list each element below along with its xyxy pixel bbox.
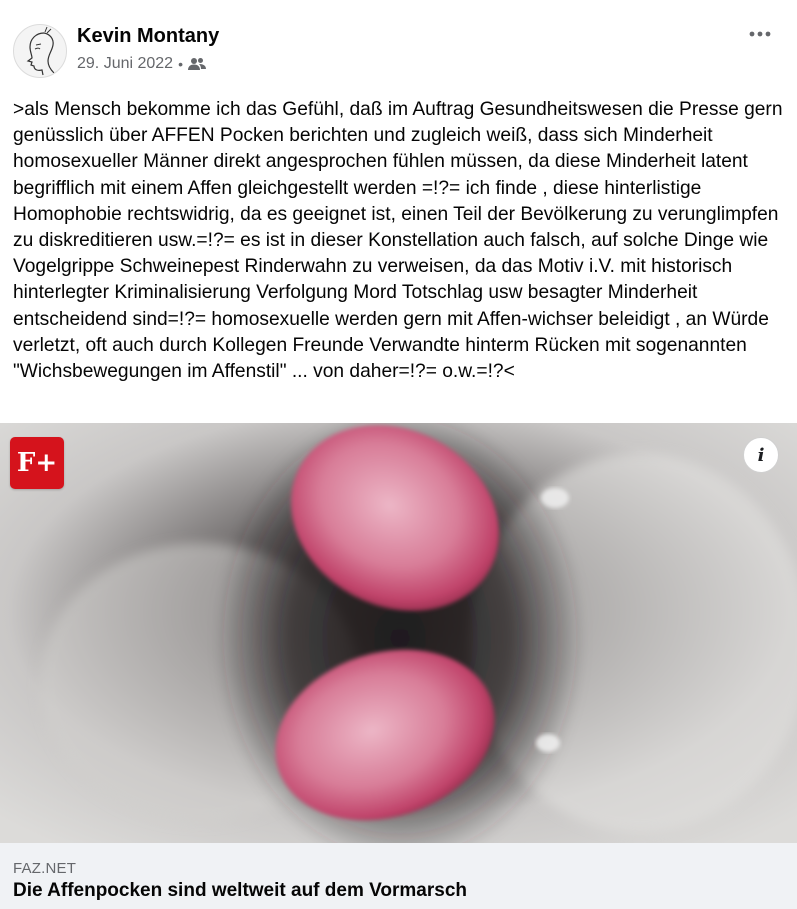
meta-separator: • (178, 56, 183, 72)
post-text: >als Mensch bekomme ich das Gefühl, daß im Auftrag Gesundheitswesen die Presse gern genüsslich über AFFEN Pocken berichten und zugleich weiß, dass sich Minderheit homosexueller Männer direkt angesprochen fühlen müssen, da diese Minderheit latent begrifflich mit einem Affen gleichgestellt werden =!?= ich finde , diese hinterlistige Homophobie rechtswidrig, da es geeignet ist, einen Teil der Bevölkerung zu verunglimpfen zu diskreditieren usw.=!?= es ist in dieser Konstellation auch falsch, auf solche Dinge wie Vogelgrippe Schweinepest Rinderwahn zu verweisen, da das Motiv i.V. mit historisch hinterlegter Kriminalisierung Verfolgung Mord Totschlag usw besagter Minderheit entscheidend sind=!?= homosexuelle werden gern mit Affen-wichser beleidigt , an Würde verletzt, oft auch durch Kollegen Freunde Verwandte hinterm Rücken mit sogenannten "Wichsbewegungen im Affenstil" ... von daher=!?= o.w.=!?< (13, 99, 783, 383)
friends-icon (188, 57, 206, 71)
post-meta (77, 54, 206, 74)
link-preview-image[interactable] (0, 423, 797, 843)
post-header (0, 0, 797, 90)
link-domain: FAZ.NET (13, 860, 77, 877)
author-name[interactable]: Kevin Montany (77, 25, 220, 47)
virus-micrograph-image (0, 423, 797, 843)
more-options-icon (749, 31, 771, 37)
avatar-sketch-icon (14, 25, 66, 77)
avatar[interactable] (13, 24, 67, 78)
faz-plus-badge: F+ (10, 437, 64, 489)
link-preview-footer[interactable] (0, 843, 797, 909)
more-options-button[interactable] (745, 24, 775, 44)
info-icon[interactable]: i (743, 437, 779, 473)
link-title[interactable]: Die Affenpocken sind weltweit auf dem Vormarsch (13, 880, 467, 901)
post-date[interactable]: 29. Juni 2022 (77, 55, 174, 72)
